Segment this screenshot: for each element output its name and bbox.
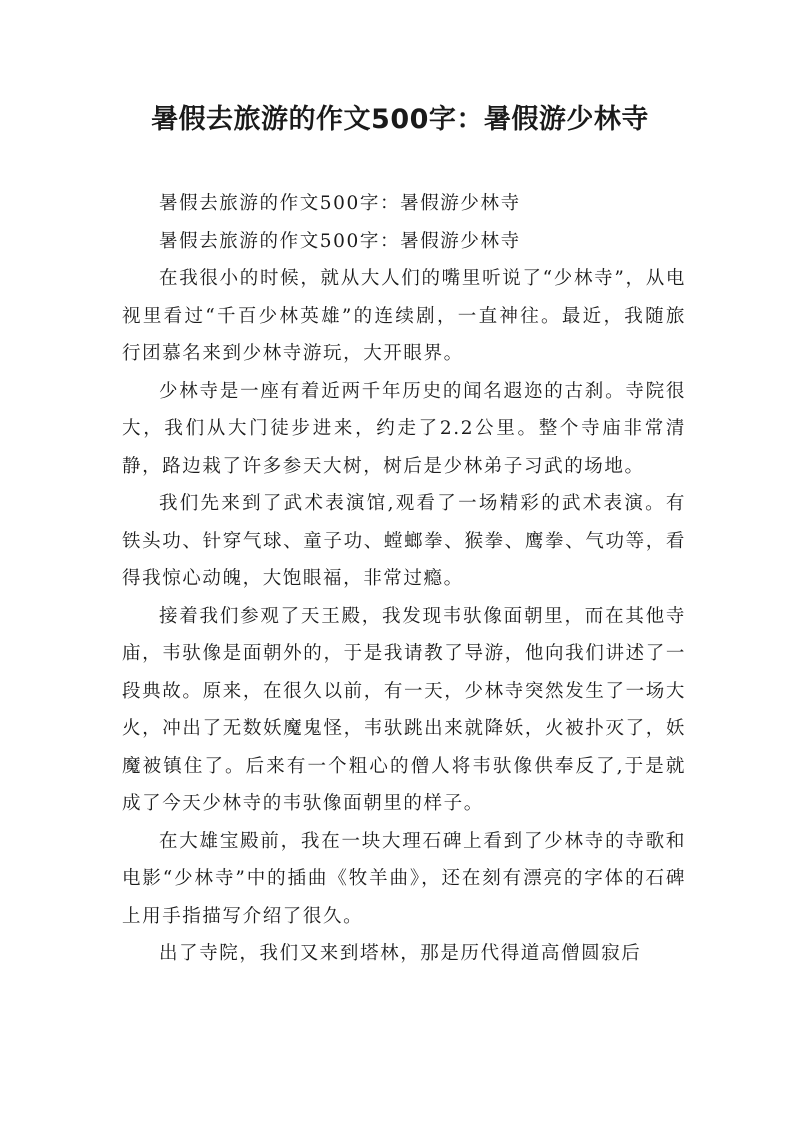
paragraph: 出了寺院，我们又来到塔林，那是历代得道高僧圆寂后	[159, 943, 642, 964]
paragraph-subtitle: 暑假去旅游的作文500字：暑假游少林寺	[159, 193, 521, 214]
document-body	[122, 185, 686, 973]
paragraph: 我们先来到了武术表演馆,观看了一场精彩的武术表演。有铁头功、针穿气球、童子功、螳螂拳、猴拳、鹰拳、气功等，看得我惊心动魄，大饱眼福，非常过瘾。	[122, 493, 686, 589]
paragraph: 在我很小的时候，就从大人们的嘴里听说了“少林寺”，从电视里看过“千百少林英雄”的连续剧，一直神往。最近，我随旅行团慕名来到少林寺游玩，大开眼界。	[122, 268, 686, 364]
paragraph: 少林寺是一座有着近两千年历史的闻名遐迩的古刹。寺院很大，我们从大门徒步进来，约走了2.2公里。整个寺庙非常清静，路边栽了许多参天大树，树后是少林弟子习武的场地。	[122, 380, 686, 477]
paragraph: 在大雄宝殿前，我在一块大理石碑上看到了少林寺的寺歌和电影“少林寺”中的插曲《牧羊曲》，还在刻有漂亮的字体的石碑上用手指描写介绍了很久。	[122, 830, 686, 927]
paragraph: 接着我们参观了天王殿，我发现韦驮像面朝里，而在其他寺庙，韦驮像是面朝外的，于是我请教了导游，他向我们讲述了一段典故。原来，在很久以前，有一天，少林寺突然发生了一场大火，冲出了无数妖魔鬼怪，韦驮跳出来就降妖，火被扑灭了，妖魔被镇住了。后来有一个粗心的僧人将韦驮像供奉反了,于是就成了今天少林寺的韦驮像面朝里的样子。	[122, 605, 686, 814]
paragraph-subtitle-repeat: 暑假去旅游的作文500字：暑假游少林寺	[159, 230, 521, 252]
document-title: 暑假去旅游的作文500字：暑假游少林寺	[151, 104, 649, 135]
